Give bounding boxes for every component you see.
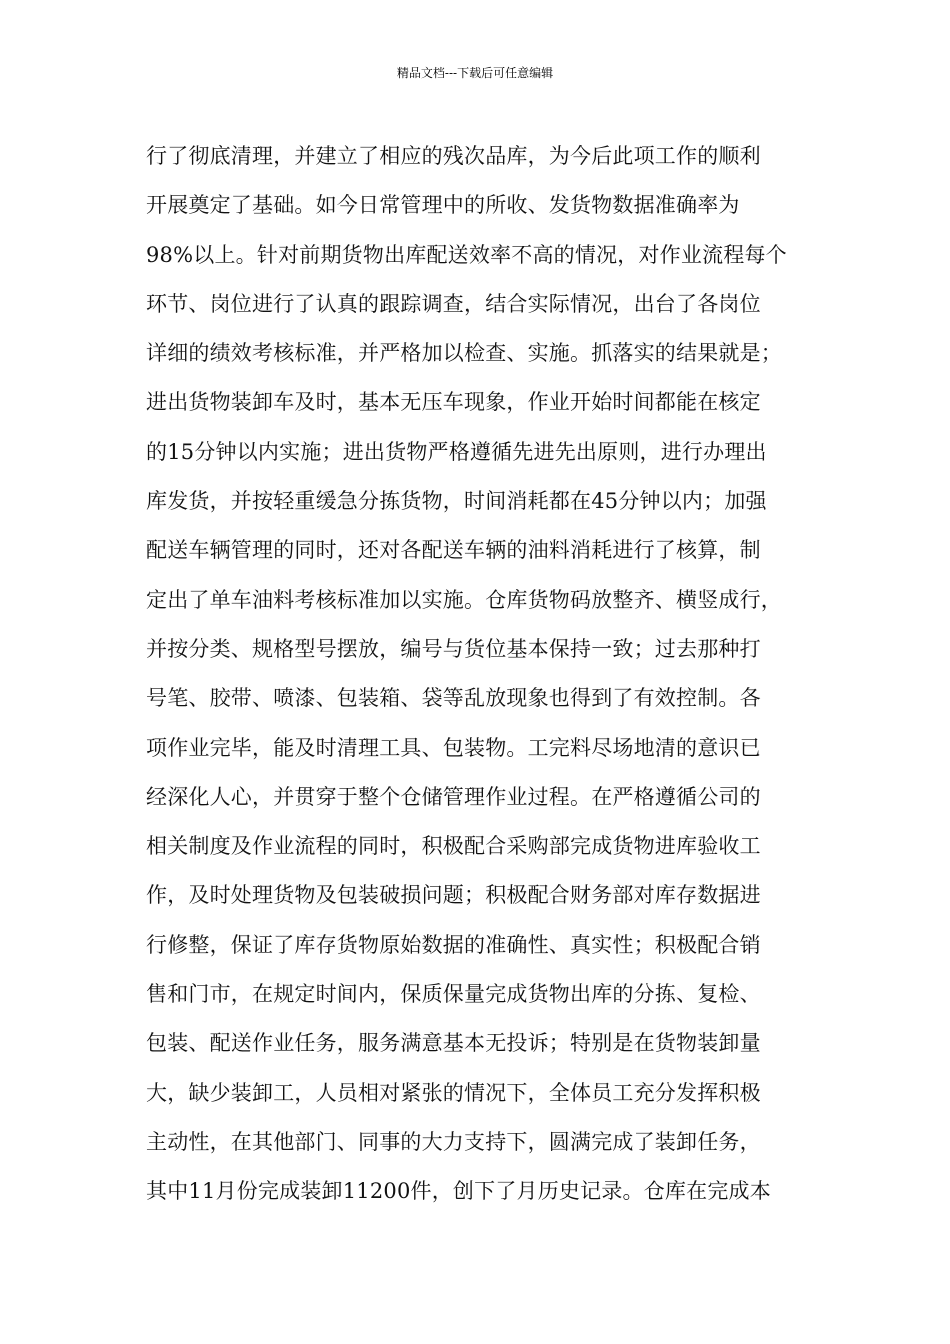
text-line: 包装、配送作业任务，服务满意基本无投诉；特别是在货物装卸量 bbox=[146, 1031, 761, 1056]
text-line: 详细的绩效考核标准，并严格加以检查、实施。抓落实的结果就是； bbox=[146, 341, 782, 366]
text-line: 主动性，在其他部门、同事的大力支持下，圆满完成了装卸任务， bbox=[146, 1129, 761, 1154]
text-line: 环节、岗位进行了认真的跟踪调查，结合实际情况，出台了各岗位 bbox=[146, 291, 761, 316]
text-line: 的15分钟以内实施；进出货物严格遵循先进先出原则，进行办理出 bbox=[146, 439, 767, 464]
text-line: 并按分类、规格型号摆放，编号与货位基本保持一致；过去那种打 bbox=[146, 636, 761, 661]
text-line: 经深化人心，并贯穿于整个仓储管理作业过程。在严格遵循公司的 bbox=[146, 784, 761, 809]
text-line: 其中11月份完成装卸11200件，创下了月历史记录。仓库在完成本 bbox=[146, 1179, 771, 1204]
page-header: 精品文档---下载后可任意编辑 bbox=[396, 66, 554, 80]
text-line: 定出了单车油料考核标准加以实施。仓库货物码放整齐、横竖成行， bbox=[146, 587, 782, 612]
text-line: 售和门市，在规定时间内，保质保量完成货物出库的分拣、复检、 bbox=[146, 982, 761, 1007]
text-line: 库发货，并按轻重缓急分拣货物，时间消耗都在45分钟以内；加强 bbox=[146, 489, 767, 514]
text-line: 项作业完毕，能及时清理工具、包装物。工完料尽场地清的意识已 bbox=[146, 735, 761, 760]
text-line: 行了彻底清理，并建立了相应的残次品库，为今后此项工作的顺利 bbox=[146, 144, 761, 168]
text-line: 作，及时处理货物及包装破损问题；积极配合财务部对库存数据进 bbox=[146, 883, 761, 908]
text-line: 98%以上。针对前期货物出库配送效率不高的情况，对作业流程每个 bbox=[146, 242, 787, 267]
text-line: 大，缺少装卸工，人员相对紧张的情况下，全体员工充分发挥积极 bbox=[146, 1080, 761, 1105]
text-line: 开展奠定了基础。如今日常管理中的所收、发货物数据准确率为 bbox=[146, 193, 740, 218]
text-line: 号笔、胶带、喷漆、包装箱、袋等乱放现象也得到了有效控制。各 bbox=[146, 686, 761, 711]
text-line: 配送车辆管理的同时，还对各配送车辆的油料消耗进行了核算，制 bbox=[146, 538, 761, 563]
text-line: 相关制度及作业流程的同时，积极配合采购部完成货物进库验收工 bbox=[146, 834, 761, 859]
text-line: 进出货物装卸车及时，基本无压车现象，作业开始时间都能在核定 bbox=[146, 390, 761, 415]
text-line: 行修整，保证了库存货物原始数据的准确性、真实性；积极配合销 bbox=[146, 932, 761, 957]
body-paragraph bbox=[146, 132, 826, 1217]
